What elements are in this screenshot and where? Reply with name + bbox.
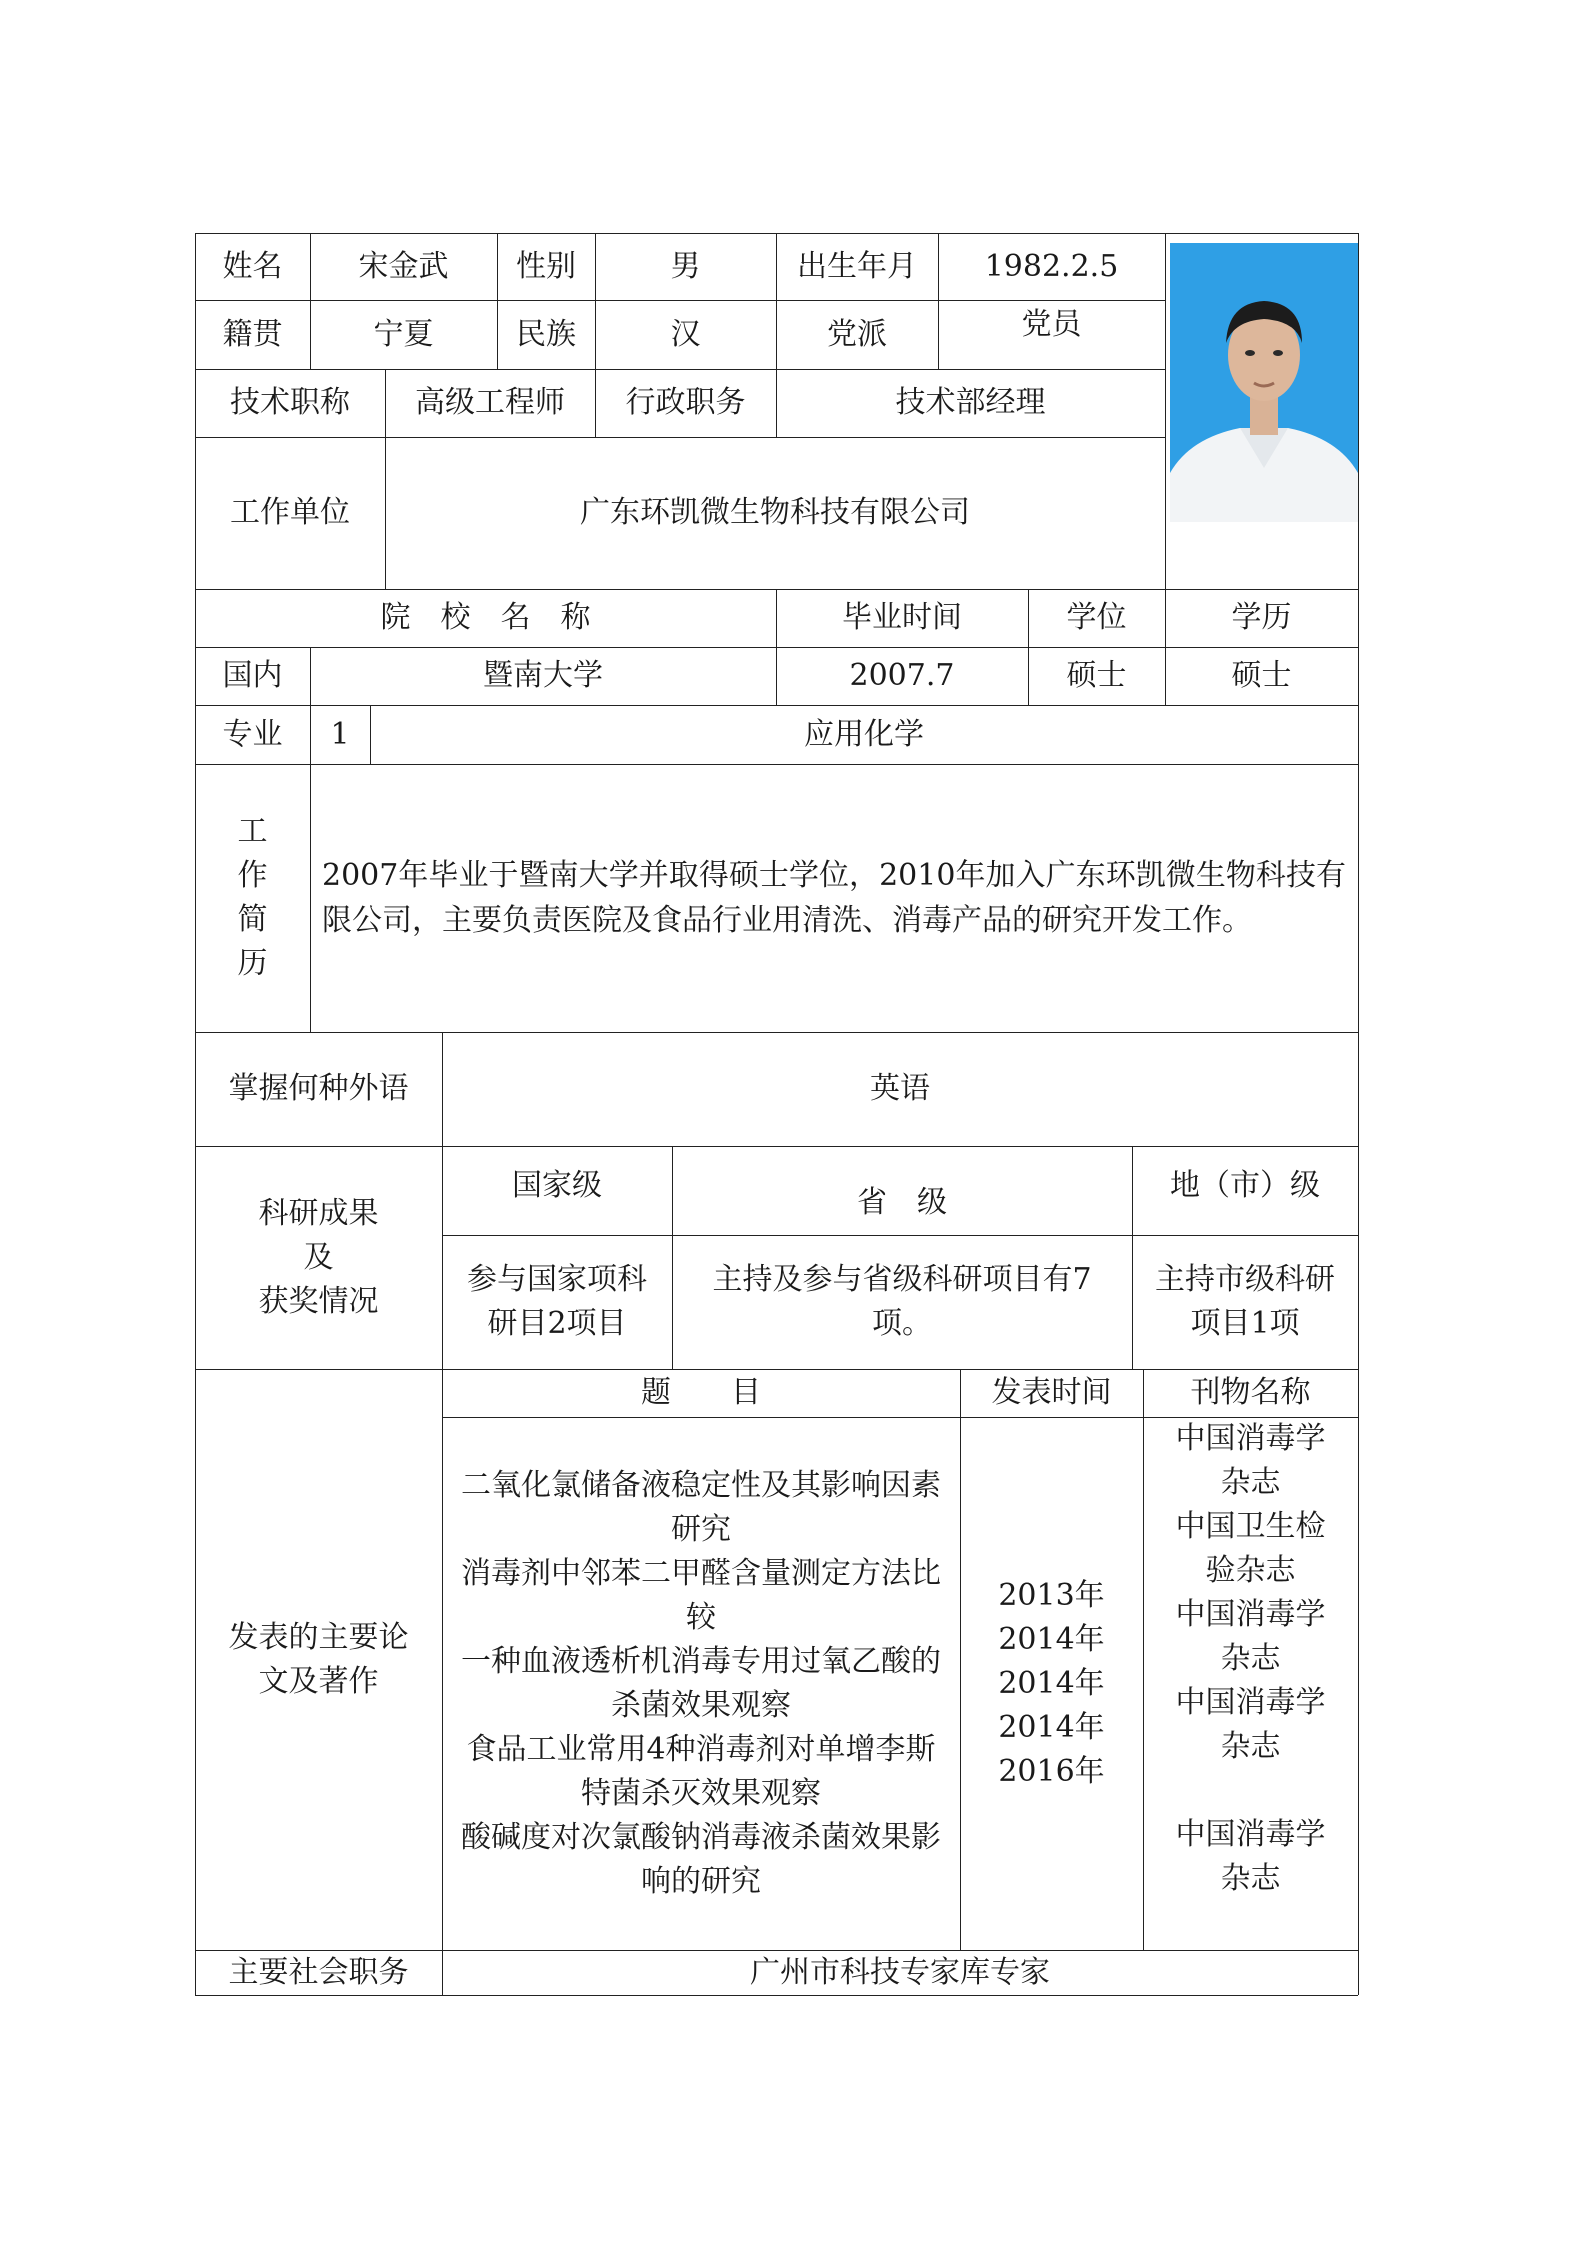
list-item: 2013年 bbox=[998, 1577, 1105, 1613]
journals-list bbox=[1143, 1417, 1358, 1950]
paper-time-header: 发表时间 bbox=[991, 1375, 1112, 1410]
provincial-header: 省 级 bbox=[857, 1184, 947, 1220]
city-value: 主持市级科研项目1项 bbox=[1155, 1262, 1335, 1341]
list-item: 2014年 bbox=[998, 1709, 1105, 1745]
list-item: 中国消毒学杂志 bbox=[1175, 1597, 1326, 1676]
list-item: 2016年 bbox=[998, 1753, 1105, 1789]
city-header: 地（市）级 bbox=[1170, 1168, 1320, 1203]
school-value: 暨南大学 bbox=[483, 658, 603, 693]
paper-titles-list bbox=[442, 1417, 960, 1950]
name-label: 姓名 bbox=[222, 248, 283, 284]
social-value: 广州市科技专家库专家 bbox=[750, 1954, 1050, 1990]
name-value: 宋金武 bbox=[358, 248, 449, 284]
list-item: 一种血液透析机消毒专用过氧乙酸的杀菌效果观察 bbox=[461, 1643, 941, 1723]
ethnic-label: 民族 bbox=[516, 316, 576, 352]
gender-value: 男 bbox=[670, 248, 701, 284]
native-value: 宁夏 bbox=[373, 316, 434, 352]
resume-text: 2007年毕业于暨南大学并取得硕士学位，2010年加入广东环凯微生物科技有限公司，主要负责医院及食品行业用清洗、消毒产品的研究开发工作。 bbox=[322, 858, 1346, 938]
social-label: 主要社会职务 bbox=[228, 1954, 409, 1990]
list-item: 消毒剂中邻苯二甲醛含量测定方法比较 bbox=[461, 1555, 941, 1635]
list-item: 二氧化氯储备液稳定性及其影响因素研究 bbox=[461, 1467, 941, 1547]
list-item: 中国卫生检验杂志 bbox=[1175, 1509, 1326, 1588]
list-item: 中国消毒学杂志 bbox=[1175, 1685, 1326, 1764]
domestic-label: 国内 bbox=[222, 658, 283, 693]
grad-time-header: 毕业时间 bbox=[842, 600, 962, 635]
grad-time-value: 2007.7 bbox=[849, 658, 955, 693]
education-header: 学历 bbox=[1231, 600, 1292, 635]
provincial-value: 主持及参与省级科研项目有7项。 bbox=[712, 1262, 1092, 1341]
birth-label: 出生年月 bbox=[797, 248, 917, 284]
research-label: 科研成果 及 获奖情况 bbox=[258, 1195, 379, 1319]
portrait-photo bbox=[1170, 243, 1358, 522]
party-label: 党派 bbox=[827, 316, 887, 352]
language-value: 英语 bbox=[870, 1071, 930, 1106]
journal-header: 刊物名称 bbox=[1190, 1375, 1311, 1410]
list-item: 中国消毒学杂志 bbox=[1175, 1817, 1326, 1896]
position-value: 技术部经理 bbox=[895, 385, 1046, 420]
employer-label: 工作单位 bbox=[230, 495, 350, 530]
national-value: 参与国家项科研目2项目 bbox=[467, 1262, 647, 1341]
list-item: 酸碱度对次氯酸钠消毒液杀菌效果影响的研究 bbox=[461, 1819, 941, 1899]
language-label: 掌握何种外语 bbox=[228, 1071, 409, 1106]
employer-value: 广东环凯微生物科技有限公司 bbox=[580, 495, 970, 530]
birth-value: 1982.2.5 bbox=[984, 248, 1119, 284]
paper-title-header: 题 目 bbox=[641, 1375, 761, 1410]
resume-label: 工 作 简 历 bbox=[237, 814, 268, 981]
papers-label: 发表的主要论文及著作 bbox=[228, 1619, 409, 1699]
major-label: 专业 bbox=[222, 716, 283, 752]
title-label: 技术职称 bbox=[230, 385, 350, 420]
list-item: 中国消毒学杂志 bbox=[1175, 1421, 1326, 1500]
native-label: 籍贯 bbox=[222, 316, 283, 352]
party-value: 党员 bbox=[1021, 307, 1082, 342]
ethnic-value: 汉 bbox=[670, 316, 701, 352]
list-item: 食品工业常用4种消毒剂对单增李斯特菌杀灭效果观察 bbox=[466, 1731, 936, 1811]
gender-label: 性别 bbox=[516, 248, 576, 284]
school-header: 院 校 名 称 bbox=[380, 600, 591, 635]
major-value: 应用化学 bbox=[804, 716, 924, 752]
education-value: 硕士 bbox=[1231, 658, 1292, 693]
degree-value: 硕士 bbox=[1066, 658, 1127, 693]
list-item: 2014年 bbox=[998, 1621, 1105, 1657]
list-item: 2014年 bbox=[998, 1665, 1105, 1701]
person-silhouette-icon bbox=[1170, 243, 1358, 522]
national-header: 国家级 bbox=[512, 1168, 602, 1203]
paper-years-list bbox=[960, 1417, 1143, 1950]
degree-header: 学位 bbox=[1066, 600, 1127, 635]
position-label: 行政职务 bbox=[625, 385, 746, 420]
title-value: 高级工程师 bbox=[415, 385, 565, 420]
major-number: 1 bbox=[330, 716, 350, 752]
